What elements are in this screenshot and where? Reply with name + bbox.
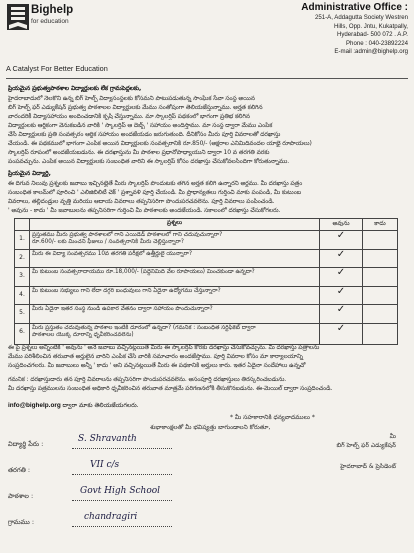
brand-name: Bighelp (31, 4, 74, 16)
office-title: Administrative Office : (301, 2, 408, 13)
greeting: ప్రియమైన విద్యార్థి, (8, 170, 51, 177)
question-line: మీరు ప్రస్తుతం చదువుతున్న పాఠశాల ఇంటికి దూరంలో ఉన్నదా? (గమనిక : సంబంధిత సర్టిఫికెట్ ద్వారా (32, 324, 256, 331)
row-question (30, 287, 320, 305)
table-header-no: కాదు (374, 220, 386, 227)
signature-block (336, 432, 396, 471)
row-number: 4. (15, 287, 30, 305)
table-header-question: ప్రశ్నలు (30, 219, 320, 230)
no-checkbox[interactable] (363, 324, 397, 344)
question-line: మీరు ఈ విద్యా సంవత్సరము 10వ తరగతి పరీక్షలో ఉత్తీర్ణులై యున్నారా? (32, 250, 192, 257)
book-logo-icon (6, 3, 30, 31)
paragraph-line: సంబంధిత కాలమ్‌లో పూరించి ' ఎలిజిబిలిటీ చెక్ ' ప్రశ్నావళి పూర్తి చేయండి. మీ ప్రాధాన్యతలు గుర్తించి మాకు పంపండి, మీ కుటుంబ (8, 189, 302, 196)
class-handwritten: VII c/s (90, 460, 120, 470)
office-phone: Phone : 040-23892224 (345, 39, 408, 47)
yes-checkbox[interactable] (320, 287, 363, 305)
row-number: 6. (15, 324, 30, 344)
check-mark-icon: ✓ (336, 230, 346, 241)
no-checkbox[interactable] (363, 305, 397, 323)
row-number: 5. (15, 305, 30, 323)
yes-checkbox[interactable] (320, 231, 363, 249)
row-number: 2. (15, 250, 30, 268)
row-question (30, 268, 320, 286)
contact-line (8, 402, 139, 410)
question-line: రూ.600/- లకు మించని ఫీజులు / సంవత్సరానికి మీరు చెల్లిస్తున్నారా? (32, 239, 184, 246)
class-field[interactable] (72, 464, 172, 475)
check-mark-icon: ✓ (336, 285, 346, 297)
row-number: 3. (15, 268, 30, 286)
contact-email[interactable]: info@bighelp.org (8, 402, 61, 409)
question-line: ప్రస్తుతము మీరు ప్రభుత్వ పాఠశాలలో గాని ఎయిడెడ్ పాఠశాలలో గాని చదువుచున్నారా? (32, 232, 223, 238)
row-question (30, 324, 320, 344)
school-label: పాఠశాల : (8, 492, 34, 500)
closing-line: * మీ సహకారానికి ధన్యవాదములు * (230, 414, 315, 421)
paragraph-line: విద్యార్థులకు ఆర్థికంగా వెనుకబడిన వారికి ' స్కాలర్షిప్ ఆ దెబ్బ్ ' సహాయం అందిస్తాము. మా సంస్థ ద్వారా మేము ఎంపిక (8, 122, 273, 129)
no-checkbox[interactable] (363, 231, 397, 249)
closing-line: శుభాకాంక్షలతో మీ భవిష్యత్తు బాగుండాలని కోరుతూ, (150, 424, 271, 431)
paragraph-line: ఈ పై ప్రశ్నలు అన్నింటికి ' అవును ' అనే జవాబు వచ్చినట్లయితే మీరు ఈ స్కాలర్షిప్ కొరకు దరఖాస్తు చేసుకోవచ్చును. మీ దరఖాస్తు పత్రాలను (8, 344, 320, 351)
office-line: Hills, Opp. Jntu, Kukatpally, (333, 22, 408, 30)
yes-checkbox[interactable] (320, 324, 363, 344)
paragraph-line: వివరాలు, తల్లిదండ్రుల వృత్తి మరియు ఆదాయ వివరాలు తప్పనిసరిగా పొందుపరచవలెను. పూర్తి వివరాలు పంపించండి. (8, 198, 275, 205)
no-checkbox[interactable] (363, 287, 397, 305)
check-mark-icon: ✓ (336, 248, 346, 260)
office-line: 251-A, Addagutta Society Westren (314, 14, 408, 21)
tagline: A Catalyst For Better Education (6, 64, 108, 73)
table-row (15, 249, 397, 268)
question-line: పాఠశాలల యొక్క దూరాన్ని ధృవీకరించవలెను) (32, 331, 134, 338)
question-line: మీ కుటుంబ సభ్యులు గాని లేదా దగ్గరి బంధువులు గాని ఏదైనా ఉద్యోగము చేస్తున్నారా? (32, 287, 221, 294)
row-question (30, 305, 320, 323)
table-header-row (15, 219, 397, 230)
name-handwritten: S. Shravanth (78, 434, 137, 444)
table-row (15, 304, 397, 323)
paragraph-line: స్కాలర్షిప్ రూపంలో అందజేయబడును. ఈ దరఖాస్తును మీ పాఠశాల ప్రధానోపాధ్యాయుని ద్వారా 10 వ తరగతి వరకు (8, 149, 270, 156)
paragraph-line: ఈ దిగువ నిలువు ప్రశ్నలకు జవాబు ఇచ్చినట్లైతే మీరు స్కాలర్షిప్ పొందుటకు తగిన అర్హత కలిగి ఉన్నారని అర్థము. మీ దరఖాస్తు పత్రం (8, 180, 303, 187)
class-label: తరగతి : (8, 466, 31, 474)
paragraph-line: మేము పరిశీలించిన తరువాత అర్హులైన వారిని ఎంపిక చేసి వారికి సమాచారం అందజేస్తాము. పూర్తి వివరాల కోసం మా కార్యాలయాన్ని (8, 353, 303, 360)
paragraph-line: ' అవును - కాదు ' మీ జవాబులను తప్పనిసరిగా గుర్తించి మీ పాఠశాలకు అందజేయండి. సకాలంలో దరఖాస్తు చేసుకోగలరు. (8, 207, 281, 214)
table-row (15, 323, 397, 344)
yes-checkbox[interactable] (320, 268, 363, 286)
yes-checkbox[interactable] (320, 250, 363, 268)
paragraph-line: వారందరికీ విద్యాసహాయం అందించడానికి కృషి చేస్తున్నాము. మా స్కాలర్షిప్ పథకంలో భాగంగా ప్రతిభ కలిగిన (8, 113, 250, 120)
table-row (15, 286, 397, 305)
brand-subtitle: for education (31, 18, 69, 25)
signature-name: బిగ్ హెల్ప్ ఫర్ ఎడ్యుకేషన్ (336, 442, 396, 449)
paragraph-line: బిగ్ హెల్ప్ ఫర్ ఎడ్యుకేషన్ ప్రభుత్వ పాఠశాలల విద్యార్థులకు మేము సంతోషంగా తెలియజేస్తున్నాము. అర్హత కలిగిన (8, 104, 263, 111)
signature-role: మీ (389, 433, 396, 440)
signature-place: హైదరాబాద్ & ప్రెసిడెంట్ (340, 463, 396, 470)
row-number: 1. (15, 231, 30, 249)
check-mark-icon: ✓ (336, 322, 346, 334)
salutation: ప్రియమైన ప్రభుత్వపాఠశాల విద్యార్థులకు లేక గ్రామపెద్దలకు, (8, 85, 142, 92)
place-label: గ్రామము : (8, 518, 35, 526)
check-mark-icon: ✓ (336, 304, 346, 315)
note-line: మీ దరఖాస్తు పత్రములను సంబంధిత అధికారి ధృవీకరించిన తరువాత మాత్రమే పరిగణనలోకి తీసుకొనబడును. ఈ-మెయిల్ ద్వారా సంప్రదించండి. (8, 385, 333, 392)
paragraph-line: చేసే విద్యార్థులకు ప్రతి సంవత్సరం ఆర్థిక సహాయం అందజేయడం జరుగుతుంది. దీనికోసం మీరు పూర్తి వివరాలతో దరఖాస్తు (8, 131, 281, 138)
question-line: మీరు ఏదైనా ఇతర సంస్థ నుండి ఉపకార వేతనం ద్వారా సహాయం పొందుచున్నారా? (32, 306, 213, 312)
table-header-yes: అవును (320, 219, 363, 230)
place-handwritten: chandragiri (84, 512, 138, 522)
paragraph-line: పంపవచ్చును. ఎంపిక అయిన విద్యార్థులకు సంబంధిత వారిని ఈ స్కాలర్షిప్ కోసం దరఖాస్తు చేసుకోవలసిందిగా కోరుతున్నాము. (8, 158, 290, 165)
eligibility-table (14, 218, 398, 345)
check-mark-icon: ✓ (336, 267, 346, 278)
office-address (208, 2, 408, 57)
no-checkbox[interactable] (363, 250, 397, 268)
name-label: విద్యార్థి పేరు : (8, 440, 44, 448)
office-line: Hyderabad- 500 072 . A.P. (336, 31, 408, 39)
table-header-number (15, 219, 30, 230)
paragraph-line: చేయండి. ఈ పథకములో భాగంగా ఎంపిక అయిన విద్యార్థులకు సంవత్సరానికి రూ.850/- (అక్షరాల ఎనిమిదివందల యాభై రూపాయలు) (8, 140, 312, 147)
table-row (15, 267, 397, 286)
table-row (15, 230, 397, 249)
paragraph-line: సంప్రదించగలరు. మీ జవాబులు అన్నీ ' కాదు ' అని వచ్చినట్లయితే మీరు ఈ పథకానికి అర్హులు కారు. ఇతర ఏదైనా సందేహాలు ఉన్నచో (8, 362, 306, 369)
contact-suffix: ద్వారా మాకు తెలియజేయగలరు. (62, 402, 139, 409)
question-line: మీ కుటుంబ సంవత్సరాదాయము రూ.18,000/- (పద్దెనిమిది వేల రూపాయలు) మించకుండా ఉన్నదా? (32, 269, 255, 275)
row-question (30, 231, 320, 249)
no-checkbox[interactable] (363, 268, 397, 286)
row-question (30, 250, 320, 268)
school-handwritten: Govt High School (80, 486, 161, 496)
yes-checkbox[interactable] (320, 305, 363, 323)
header-divider (6, 78, 408, 79)
paragraph-line: హైదరాబాదులో నెలకొని ఉన్న బిగ్ హెల్ప్ విద్యాసంస్థలకు కోసమని పాటుపడుతున్న సాంఘిక సేవా సంస్థ అయిన (8, 95, 255, 102)
office-email: E-mail :admin@bighelp.org (334, 48, 408, 56)
note-line: గమనిక : దరఖాస్తుదారు తన పూర్తి వివరాలను తప్పనిసరిగా పొందుపరచవలెను. అసంపూర్తి దరఖాస్తులు తిరస్కరించబడును. (8, 376, 287, 383)
